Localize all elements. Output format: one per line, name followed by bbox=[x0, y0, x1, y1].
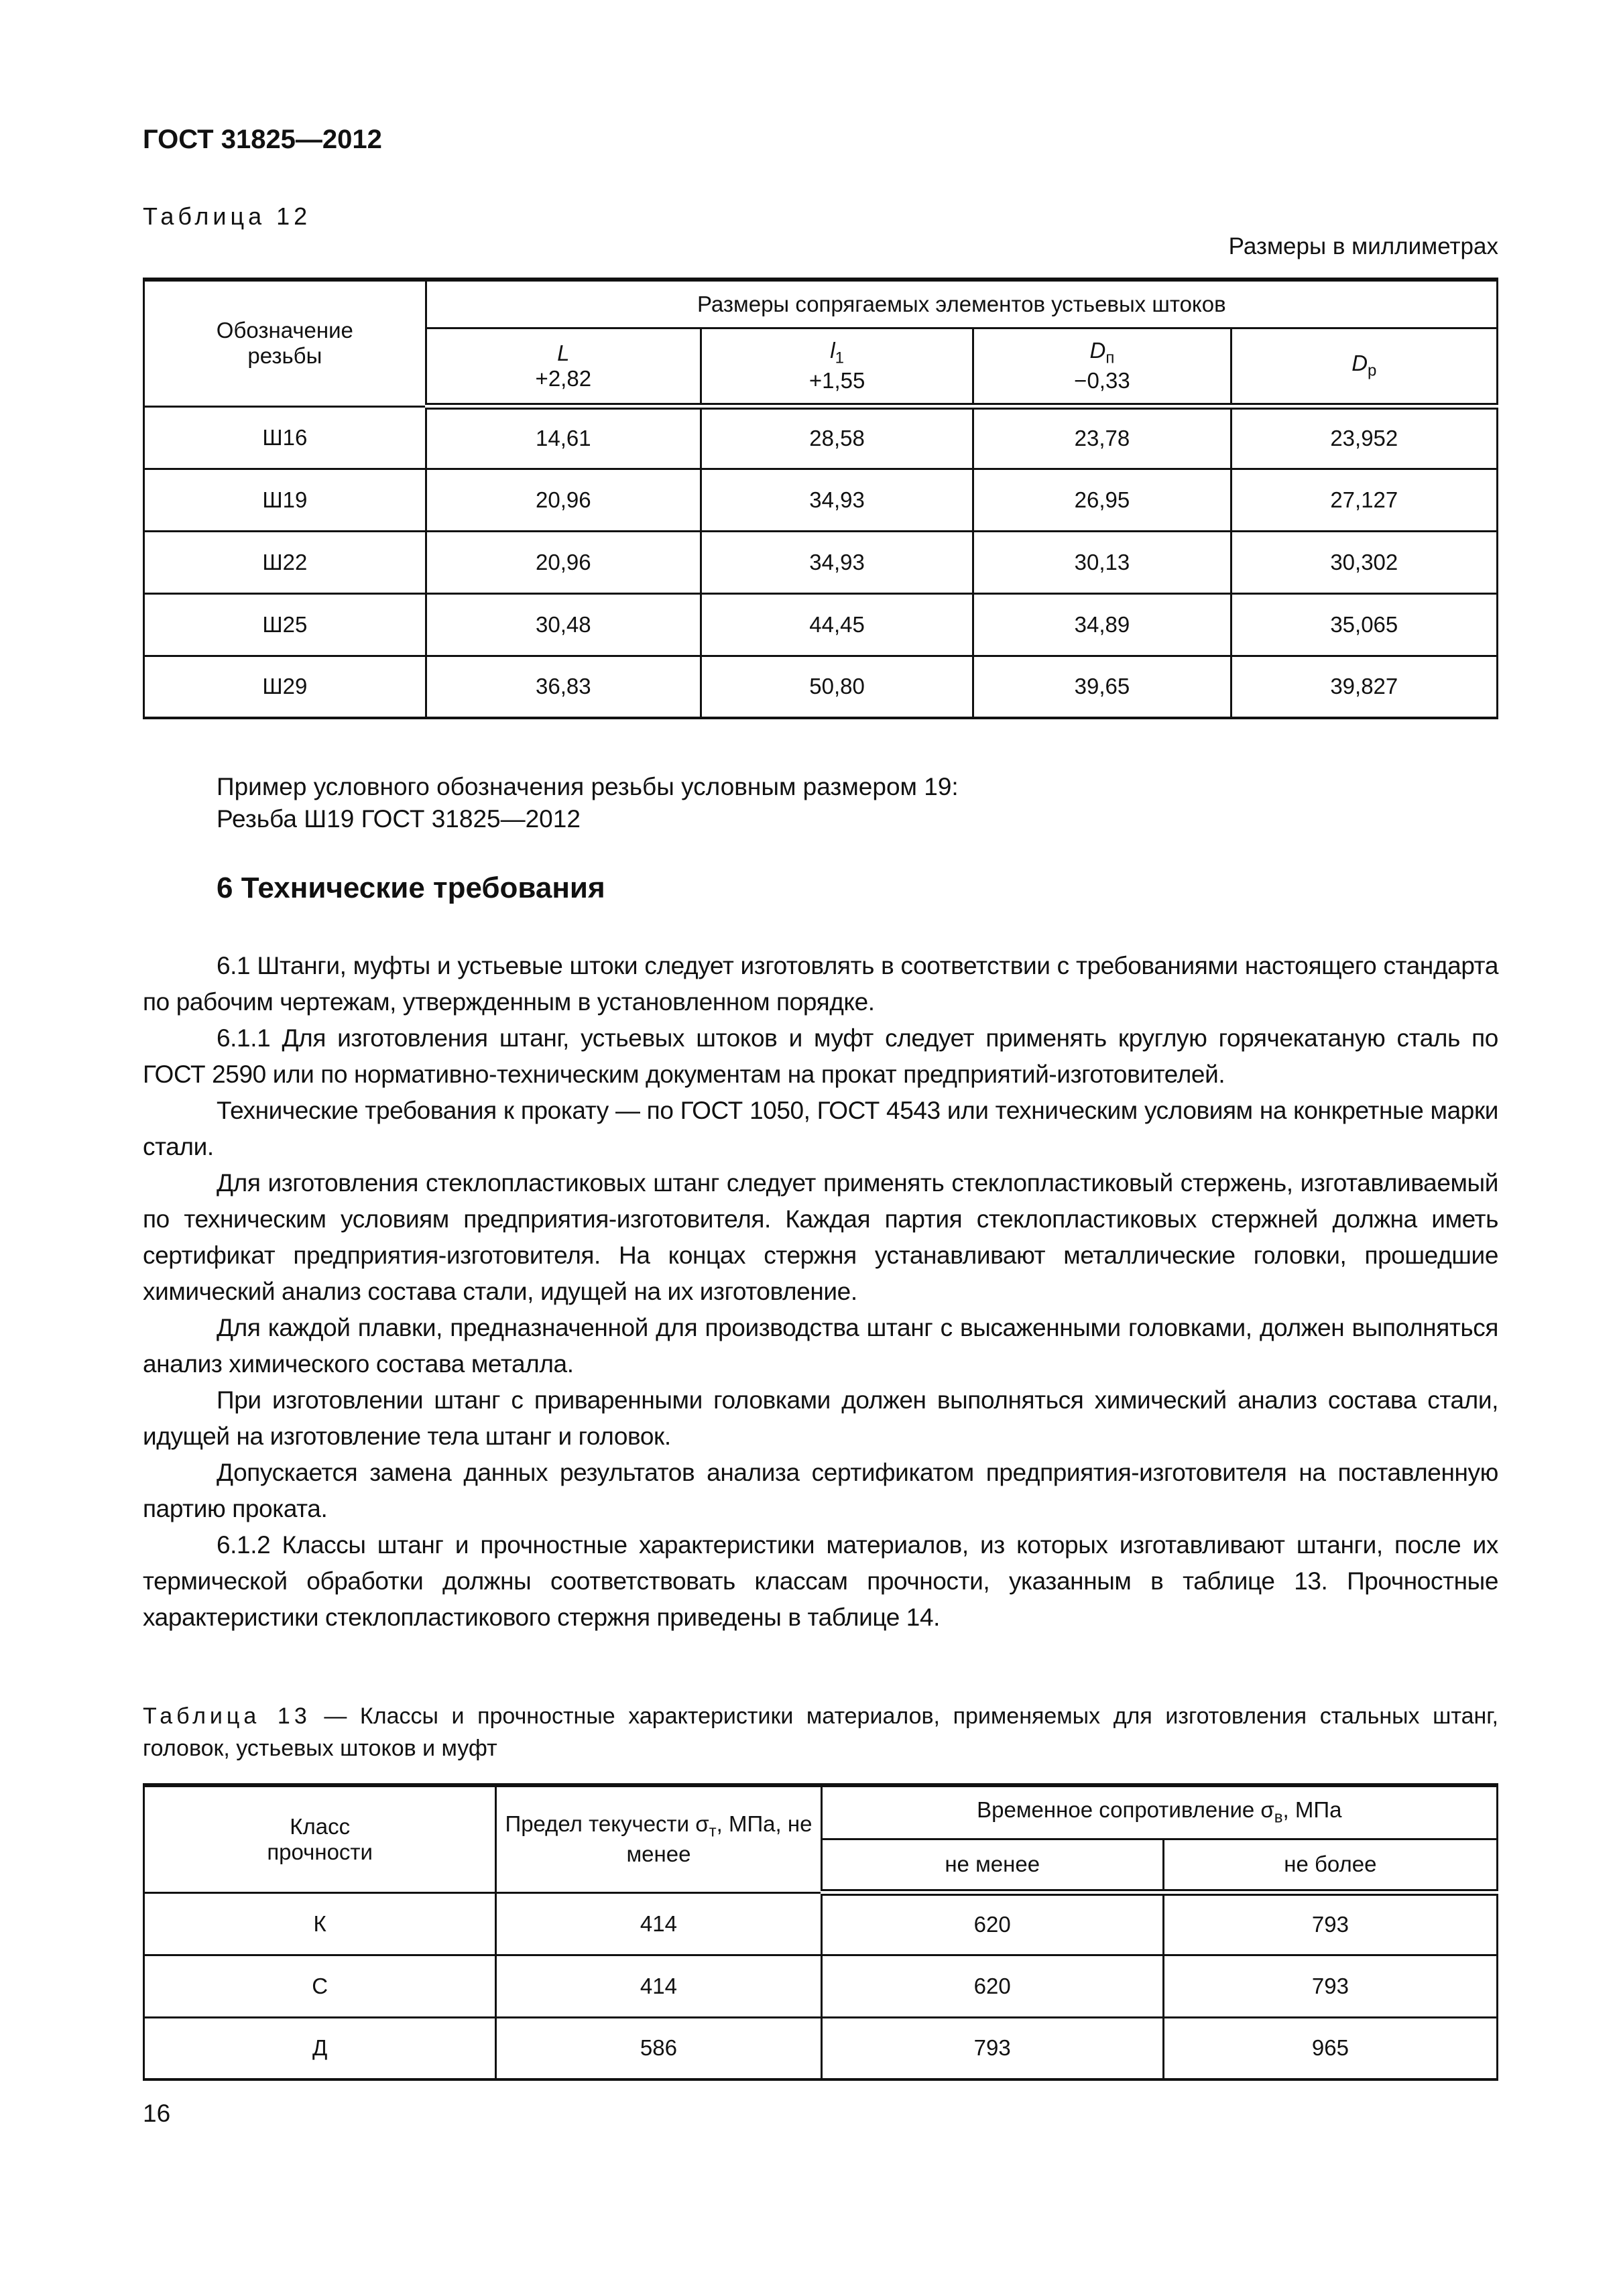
table-cell: 27,127 bbox=[1231, 469, 1497, 531]
table-cell: 20,96 bbox=[426, 531, 701, 593]
group-header: Размеры сопрягаемых элементов устьевых штоков bbox=[426, 280, 1497, 328]
table-cell: 26,95 bbox=[973, 469, 1231, 531]
table12-units: Размеры в миллиметрах bbox=[1228, 233, 1498, 259]
table-cell: С bbox=[144, 1955, 496, 2017]
section-body bbox=[143, 948, 1498, 1636]
table-cell: 23,78 bbox=[973, 406, 1231, 469]
paragraph: 6.1 Штанги, муфты и устьевые штоки следует изготовлять в соответствии с требованиями настоящего стандарта по рабочим чертежам, утвержденным в установленном порядке. bbox=[143, 952, 1498, 1016]
table-row bbox=[144, 593, 1498, 656]
table-cell: 39,827 bbox=[1231, 656, 1497, 718]
table-cell: Д bbox=[144, 2017, 496, 2079]
col-min: не менее bbox=[821, 1839, 1163, 1892]
table-cell: 586 bbox=[496, 2017, 821, 2079]
paragraph: 6.1.2 Классы штанг и прочностные характеристики материалов, из которых изготавливают штанги, после их термической обработки должны соответствовать классам прочности, указанным в таблице 13. Прочностные характеристики стеклопластикового стержня приведены в таблице 14. bbox=[143, 1531, 1498, 1631]
col-l1: $l_1$ +1,55 bbox=[701, 328, 973, 406]
col-tensile-header: Временное сопротивление $\sigma_в$, МПа bbox=[821, 1785, 1497, 1839]
paragraph: 6.1.1 Для изготовления штанг, устьевых штоков и муфт следует применять круглую горячекатаную сталь по ГОСТ 2590 или по нормативно-техническим документам на прокат предприятий-изготовителей. bbox=[143, 1024, 1498, 1088]
table-row bbox=[144, 469, 1498, 531]
section-title: 6 Технические требования bbox=[217, 871, 605, 904]
table-cell: 34,93 bbox=[701, 469, 973, 531]
table-cell: 793 bbox=[821, 2017, 1163, 2079]
table-cell: 414 bbox=[496, 1955, 821, 2017]
table-row bbox=[144, 1892, 1498, 1955]
table-cell: 50,80 bbox=[701, 656, 973, 718]
table-13 bbox=[143, 1783, 1498, 2081]
table-cell: 36,83 bbox=[426, 656, 701, 718]
designation-example: Пример условного обозначения резьбы условным размером 19: Резьба Ш19 ГОСТ 31825—2012 bbox=[217, 773, 959, 833]
table-cell: Ш22 bbox=[144, 531, 426, 593]
table-row bbox=[144, 531, 1498, 593]
table-cell: 34,89 bbox=[973, 593, 1231, 656]
paragraph: Для изготовления стеклопластиковых штанг следует применять стеклопластиковый стержень, изготавливаемый по техническим условиям предприятия-изготовителя. Каждая партия стеклопластиковых стержней должна иметь сертификат предприятия-изготовителя. На концах стержня устанавливают металлические головки, прошедшие химический анализ состава стали, идущей на их изготовление. bbox=[143, 1169, 1498, 1305]
paragraph: Допускается замена данных результатов анализа сертификатом предприятия-изготовителя на поставленную партию проката. bbox=[143, 1459, 1498, 1522]
table-cell: Ш25 bbox=[144, 593, 426, 656]
table-row bbox=[144, 406, 1498, 469]
table-cell: 30,302 bbox=[1231, 531, 1497, 593]
col-yield-header: Предел текучести $\sigma_т$, МПа, не менее bbox=[496, 1785, 821, 1892]
table-cell: Ш29 bbox=[144, 656, 426, 718]
table12-caption: Таблица 12 bbox=[143, 202, 312, 230]
table-cell: 793 bbox=[1163, 1955, 1497, 2017]
table-cell: К bbox=[144, 1892, 496, 1955]
table-cell: 414 bbox=[496, 1892, 821, 1955]
table-cell: 793 bbox=[1163, 1892, 1497, 1955]
table-cell: 39,65 bbox=[973, 656, 1231, 718]
col-class-header: Класс прочности bbox=[144, 1785, 496, 1892]
table-cell: 35,065 bbox=[1231, 593, 1497, 656]
col-thread-header: Обозначение резьбы bbox=[144, 280, 426, 406]
document-code: ГОСТ 31825—2012 bbox=[143, 125, 382, 154]
table-cell: 30,13 bbox=[973, 531, 1231, 593]
table-row bbox=[144, 2017, 1498, 2079]
table-cell: 620 bbox=[821, 1892, 1163, 1955]
col-L: L +2,82 bbox=[426, 328, 701, 406]
table-cell: Ш19 bbox=[144, 469, 426, 531]
table-cell: 30,48 bbox=[426, 593, 701, 656]
table-cell: 14,61 bbox=[426, 406, 701, 469]
table-cell: 20,96 bbox=[426, 469, 701, 531]
table-cell: 28,58 bbox=[701, 406, 973, 469]
page-number: 16 bbox=[143, 2100, 171, 2127]
table-cell: 620 bbox=[821, 1955, 1163, 2017]
table-cell: 965 bbox=[1163, 2017, 1497, 2079]
table13-caption: Таблица 13 — Классы и прочностные характеристики материалов, применяемых для изготовления стальных штанг, головок, устьевых штоков и муфт bbox=[143, 1703, 1499, 1761]
table-row bbox=[144, 1955, 1498, 2017]
paragraph: При изготовлении штанг с приваренными головками должен выполняться химический анализ состава стали, идущей на изготовление тела штанг и головок. bbox=[143, 1386, 1498, 1450]
paragraph: Технические требования к прокату — по ГОСТ 1050, ГОСТ 4543 или техническим условиям на конкретные марки стали. bbox=[143, 1097, 1498, 1160]
col-Dr: $D_р$ bbox=[1231, 328, 1497, 406]
table-row bbox=[144, 656, 1498, 718]
table-cell: 23,952 bbox=[1231, 406, 1497, 469]
col-max: не более bbox=[1163, 1839, 1497, 1892]
table-cell: 44,45 bbox=[701, 593, 973, 656]
table-12 bbox=[143, 278, 1498, 719]
paragraph: Для каждой плавки, предназначенной для производства штанг с высаженными головками, должен выполняться анализ химического состава металла. bbox=[143, 1314, 1498, 1378]
table-cell: Ш16 bbox=[144, 406, 426, 469]
col-Dp: $D_п$ −0,33 bbox=[973, 328, 1231, 406]
table-cell: 34,93 bbox=[701, 531, 973, 593]
